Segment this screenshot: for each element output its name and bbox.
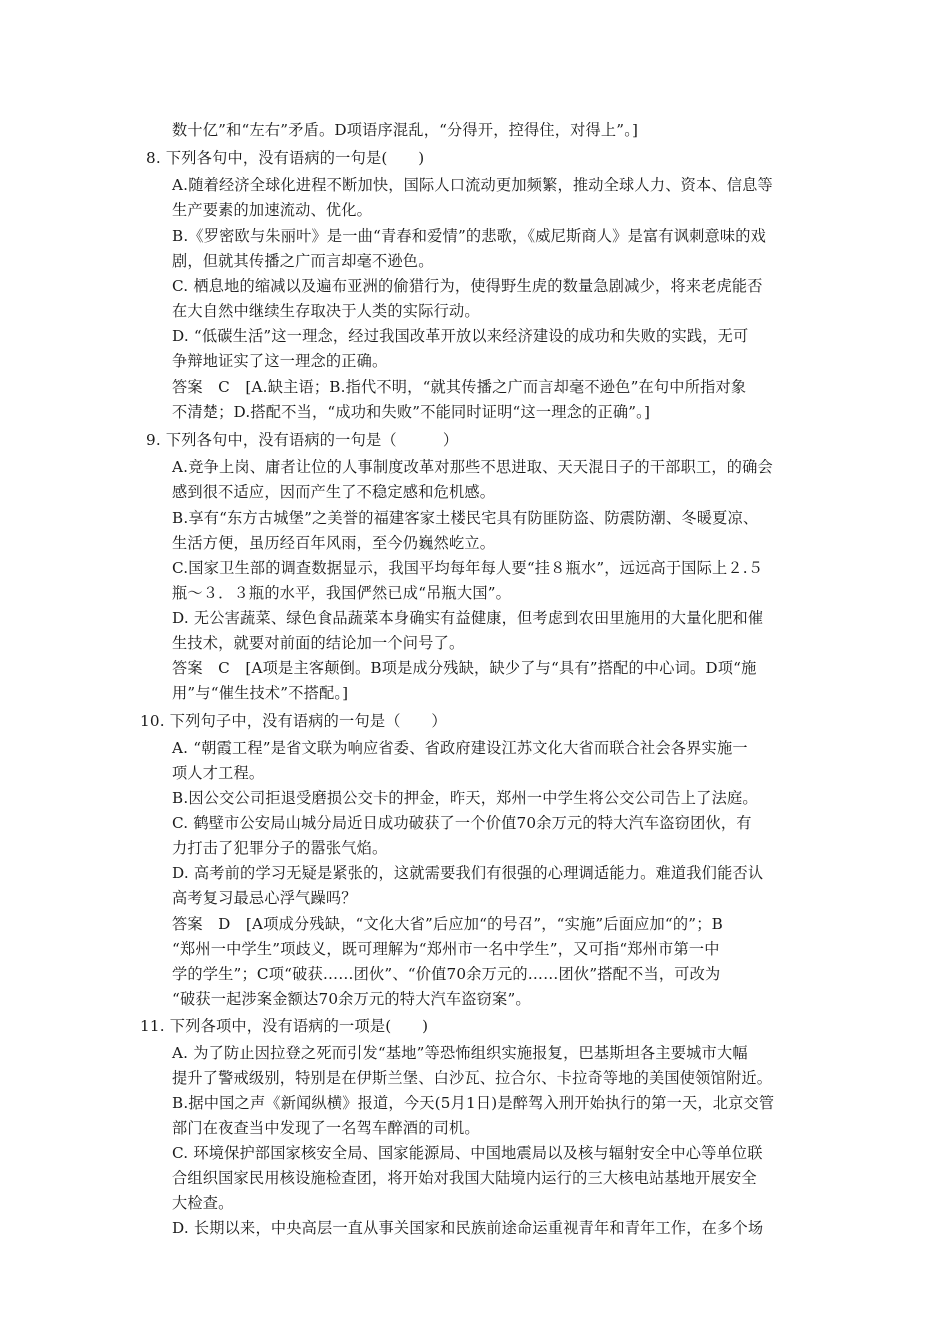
question-number: 11.: [140, 1017, 165, 1035]
question-stem: [140, 711, 447, 731]
option-text: 感到很不适应，因而产生了不稳定感和危机感。: [172, 483, 496, 501]
option-text: 大检查。: [172, 1194, 234, 1212]
option-text: B.《罗密欧与朱丽叶》是一曲“青春和爱情”的悲歌，《威尼斯商人》是富有讽刺意味的戏: [172, 227, 767, 245]
option-text: C. 环境保护部国家核安全局、国家能源局、中国地震局以及核与辐射安全中心等单位联: [172, 1144, 763, 1162]
option-text: D. 长期以来，中央高层一直从事关国家和民族前途命运重视青年和青年工作，在多个场: [172, 1219, 764, 1237]
question-number: 9.: [146, 431, 161, 449]
question-text: 下列句子中，没有语病的一句是（ ）: [169, 712, 447, 730]
option-text: C. 栖息地的缩减以及遍布亚洲的偷猎行为，使得野生虎的数量急剧减少，将来老虎能否: [172, 277, 763, 295]
answer-text: 答案 D [A项成分残缺，“文化大省”后应加“的号召”，“实施”后面应加“的”；B: [172, 915, 723, 933]
option-text: 提升了警戒级别，特别是在伊斯兰堡、白沙瓦、拉合尔、卡拉奇等地的美国使领馆附近。: [172, 1069, 773, 1087]
question-number: 10.: [140, 712, 165, 730]
option-text: 瓶～３．３瓶的水平，我国俨然已成“吊瓶大国”。: [172, 584, 512, 602]
answer-text: 学的学生”；C项“破获……团伙”、“价值70余万元的……团伙”搭配不当，可改为: [172, 965, 721, 983]
option-text: 力打击了犯罪分子的嚣张气焰。: [172, 839, 388, 857]
answer-text: “破获一起涉案金额达70余万元的特大汽车盗窃案”。: [172, 990, 531, 1008]
option-text: B.享有“东方古城堡”之美誉的福建客家土楼民宅具有防匪防盗、防震防潮、冬暖夏凉、: [172, 509, 759, 527]
answer-text: 数十亿”和“左右”矛盾。D项语序混乱，“分得开，控得住，对得上”。]: [172, 121, 639, 139]
option-text: C. 鹤壁市公安局山城分局近日成功破获了一个价值70余万元的特大汽车盗窃团伙，有: [172, 814, 752, 832]
option-text: B.据中国之声《新闻纵横》报道，今天(5月1日)是醉驾入刑开始执行的第一天，北京交管: [172, 1094, 775, 1112]
option-text: 项人才工程。: [172, 764, 265, 782]
option-text: A. “朝霞工程”是省文联为响应省委、省政府建设江苏文化大省而联合社会各界实施一: [172, 739, 748, 757]
option-text: B.因公交公司拒退受磨损公交卡的押金，昨天，郑州一中学生将公交公司告上了法庭。: [172, 789, 758, 807]
question-stem: [146, 430, 458, 450]
answer-text: 用”与“催生技术”不搭配。]: [172, 684, 349, 702]
option-text: A. 为了防止因拉登之死而引发“基地”等恐怖组织实施报复，巴基斯坦各主要城市大幅: [172, 1044, 748, 1062]
option-text: 部门在夜查当中发现了一名驾车醉酒的司机。: [172, 1119, 480, 1137]
question-text: 下列各句中，没有语病的一句是（ ）: [165, 431, 459, 449]
answer-text: 不清楚；D.搭配不当，“成功和失败”不能同时证明“这一理念的正确”。]: [172, 403, 651, 421]
option-text: 高考复习最忌心浮气躁吗？: [172, 889, 357, 907]
option-text: 争辩地证实了这一理念的正确。: [172, 352, 388, 370]
option-text: 合组织国家民用核设施检查团，将开始对我国大陆境内运行的三大核电站基地开展安全: [172, 1169, 757, 1187]
option-text: D. 高考前的学习无疑是紧张的，这就需要我们有很强的心理调适能力。难道我们能否认: [172, 864, 764, 882]
question-text: 下列各句中，没有语病的一句是( ): [165, 149, 425, 167]
question-stem: [146, 148, 424, 168]
answer-text: 答案 C [A项是主客颠倒。B项是成分残缺，缺少了与“具有”搭配的中心词。D项“施: [172, 659, 757, 677]
answer-text: 答案 C [A.缺主语；B.指代不明，“就其传播之广而言却毫不逊色”在句中所指对象: [172, 378, 747, 396]
option-text: 生产要素的加速流动、优化。: [172, 201, 373, 219]
option-text: 剧，但就其传播之广而言却毫不逊色。: [172, 252, 434, 270]
option-text: C.国家卫生部的调查数据显示，我国平均每年每人要“挂８瓶水”，远远高于国际上２.５: [172, 559, 764, 577]
question-text: 下列各项中，没有语病的一项是( ): [169, 1017, 429, 1035]
option-text: D. “低碳生活”这一理念，经过我国改革开放以来经济建设的成功和失败的实践，无可: [172, 327, 749, 345]
option-text: A.随着经济全球化进程不断加快，国际人口流动更加频繁，推动全球人力、资本、信息等: [172, 176, 773, 194]
question-stem: [140, 1016, 428, 1036]
option-text: 生技术，就要对前面的结论加一个问号了。: [172, 634, 465, 652]
answer-text: “郑州一中学生”项歧义，既可理解为“郑州市一名中学生”，又可指“郑州市第一中: [172, 940, 720, 958]
option-text: A.竞争上岗、庸者让位的人事制度改革对那些不思进取、天天混日子的干部职工，的确会: [172, 458, 773, 476]
option-text: 生活方便，虽历经百年风雨，至今仍巍然屹立。: [172, 534, 496, 552]
option-text: D. 无公害蔬菜、绿色食品蔬菜本身确实有益健康，但考虑到农田里施用的大量化肥和催: [172, 609, 764, 627]
option-text: 在大自然中继续生存取决于人类的实际行动。: [172, 302, 480, 320]
question-number: 8.: [146, 149, 161, 167]
